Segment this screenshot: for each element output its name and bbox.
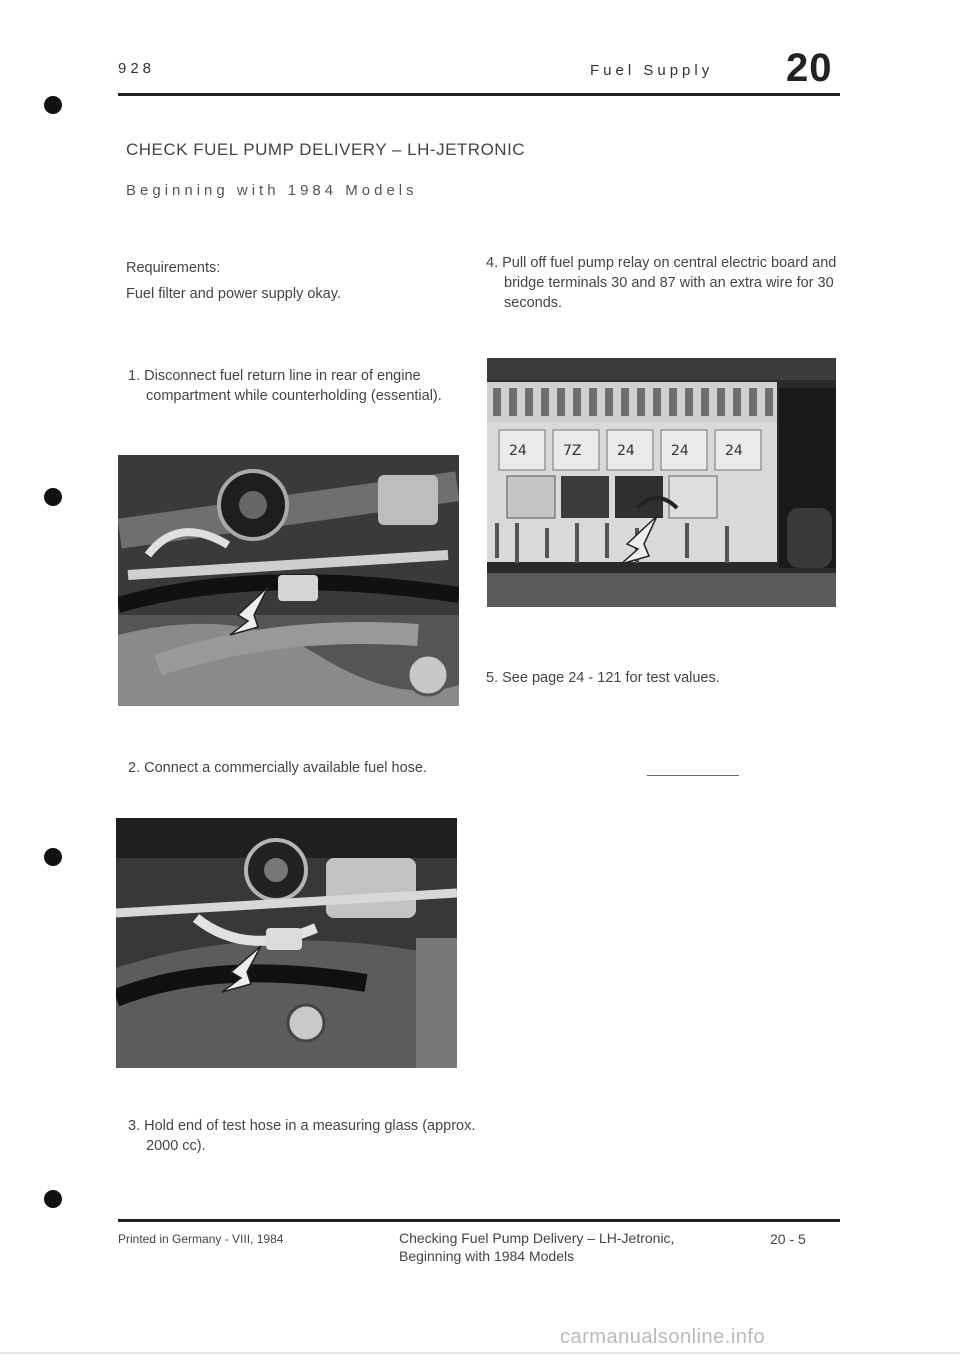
step-4-text: 4. Pull off fuel pump relay on central electric board and bridge terminals 30 and 87 with an extra wire for 30 seconds. [486, 255, 837, 311]
step-5-text: 5. See page 24 - 121 for test values. [486, 670, 720, 686]
page-number: 20 - 5 [770, 1231, 806, 1247]
step-2-text: 2. Connect a commercially available fuel hose. [128, 760, 428, 776]
scan-edge [0, 1352, 960, 1354]
requirements-text: Fuel filter and power supply okay. [126, 286, 341, 302]
relay-label-4: 24 [671, 443, 689, 459]
footer-rule [118, 1219, 840, 1222]
step-3-text: 3. Hold end of test hose in a measuring glass (approx. 2000 cc). [128, 1118, 476, 1154]
binder-hole [44, 488, 62, 506]
relay-label-2: 7Z [563, 443, 582, 459]
relay-label-5: 24 [725, 443, 743, 459]
binder-hole [44, 1190, 62, 1208]
end-rule [647, 775, 739, 776]
model-number: 928 [118, 60, 156, 77]
watermark: carmanualsonline.info [560, 1326, 766, 1348]
footer-caption-1: Checking Fuel Pump Delivery – LH-Jetronic, [399, 1230, 675, 1246]
section-name: Fuel Supply [590, 62, 714, 79]
engine-photo-fuel-hose [116, 818, 457, 1068]
relay-label-3: 24 [617, 443, 635, 459]
relay-label-1: 24 [509, 443, 527, 459]
section-number: 20 [786, 46, 833, 90]
header-rule [118, 93, 840, 96]
binder-hole [44, 96, 62, 114]
binder-hole [44, 848, 62, 866]
relay-board-photo [487, 358, 836, 607]
footer-caption-2: Beginning with 1984 Models [399, 1248, 575, 1264]
engine-photo-return-line [118, 455, 459, 706]
page-title: CHECK FUEL PUMP DELIVERY – LH-JETRONIC [126, 140, 526, 159]
requirements-label: Requirements: [126, 260, 221, 276]
step-1-text: 1. Disconnect fuel return line in rear of engine compartment while counterholding (essential). [128, 368, 442, 404]
page-subtitle: Beginning with 1984 Models [126, 182, 418, 199]
footer-printed: Printed in Germany - VIII, 1984 [118, 1232, 284, 1246]
